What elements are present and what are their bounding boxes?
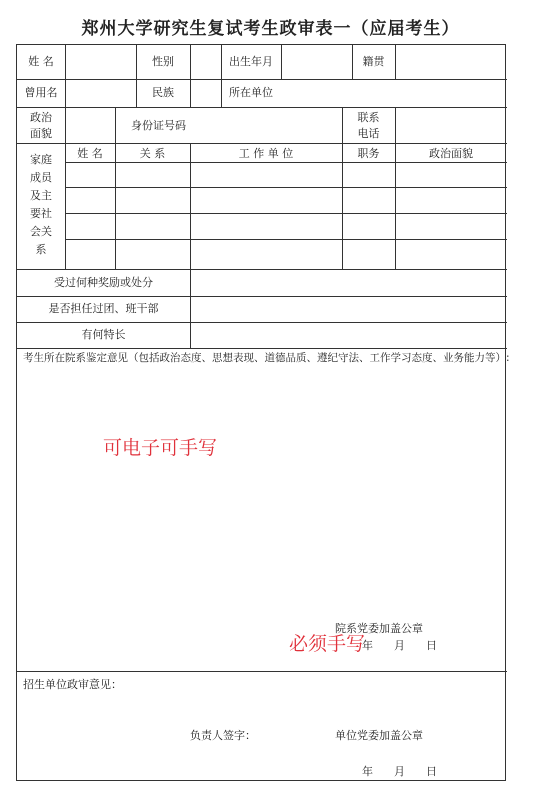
label-admission-opinion: 招生单位政审意见： xyxy=(23,678,122,691)
admission-date-line: 年 月 日 xyxy=(362,765,437,778)
label-signature: 负责人签字： xyxy=(190,729,256,742)
row-divider xyxy=(17,348,507,349)
family-header-relation: 关 系 xyxy=(139,147,166,160)
annotation-electronic-or-handwritten: 可电子可手写 xyxy=(103,437,218,459)
row-divider xyxy=(17,322,507,323)
label-political-status-line1: 政治 xyxy=(30,111,52,124)
label-family-line: 系 xyxy=(35,243,47,256)
form-title: 郑州大学研究生复试考生政审表一（应届考生） xyxy=(81,19,460,39)
family-header-workplace: 工 作 单 位 xyxy=(238,147,294,160)
row-divider xyxy=(65,239,507,240)
annotation-must-handwrite: 必须手写 xyxy=(289,633,366,655)
family-header-position: 职务 xyxy=(357,147,380,160)
label-ethnicity: 民族 xyxy=(152,86,174,99)
label-family-line: 家庭 xyxy=(30,153,52,166)
label-department-seal: 院系党委加盖公章 xyxy=(335,622,423,635)
label-family-line: 成员 xyxy=(30,171,52,184)
label-cadre-experience: 是否担任过团、班干部 xyxy=(48,302,159,315)
label-awards-punishments: 受过何种奖励或处分 xyxy=(54,276,153,289)
col-divider xyxy=(190,45,191,107)
label-phone-line2: 电话 xyxy=(357,127,380,140)
label-former-name: 曾用名 xyxy=(24,86,58,99)
col-divider xyxy=(190,143,191,269)
label-workplace: 所在单位 xyxy=(229,86,273,99)
row-divider xyxy=(17,79,507,80)
col-divider xyxy=(395,107,396,269)
row-divider xyxy=(17,671,507,672)
label-gender: 性别 xyxy=(152,55,174,68)
row-divider xyxy=(17,296,507,297)
label-specialty: 有何特长 xyxy=(81,328,126,341)
row-divider xyxy=(65,162,507,163)
row-divider xyxy=(17,107,507,108)
row-divider xyxy=(17,143,507,144)
row-divider xyxy=(17,269,507,270)
label-id-number: 身份证号码 xyxy=(131,119,186,132)
row-divider xyxy=(65,187,507,188)
col-divider xyxy=(281,45,282,79)
department-date-line: 年 月 日 xyxy=(362,639,437,652)
label-family-line: 要社 xyxy=(30,207,52,220)
label-native-place: 籍贯 xyxy=(362,55,385,68)
col-divider xyxy=(395,45,396,79)
label-phone-line1: 联系 xyxy=(357,111,380,124)
label-political-status-line2: 面貌 xyxy=(30,127,52,140)
col-divider xyxy=(190,269,191,348)
label-family-line: 及主 xyxy=(30,189,52,202)
label-unit-seal: 单位党委加盖公章 xyxy=(335,729,423,742)
family-header-name: 姓 名 xyxy=(77,147,103,160)
label-department-opinion: 考生所在院系鉴定意见（包括政治态度、思想表现、道德品质、遵纪守法、工作学习态度、业务能力等）: xyxy=(23,352,510,364)
label-family-line: 会关 xyxy=(30,225,52,238)
label-birth-date: 出生年月 xyxy=(229,55,273,68)
family-header-political-status: 政治面貌 xyxy=(429,147,473,160)
label-name: 姓 名 xyxy=(28,55,54,68)
vetting-form-table xyxy=(16,44,510,781)
row-divider xyxy=(65,213,507,214)
